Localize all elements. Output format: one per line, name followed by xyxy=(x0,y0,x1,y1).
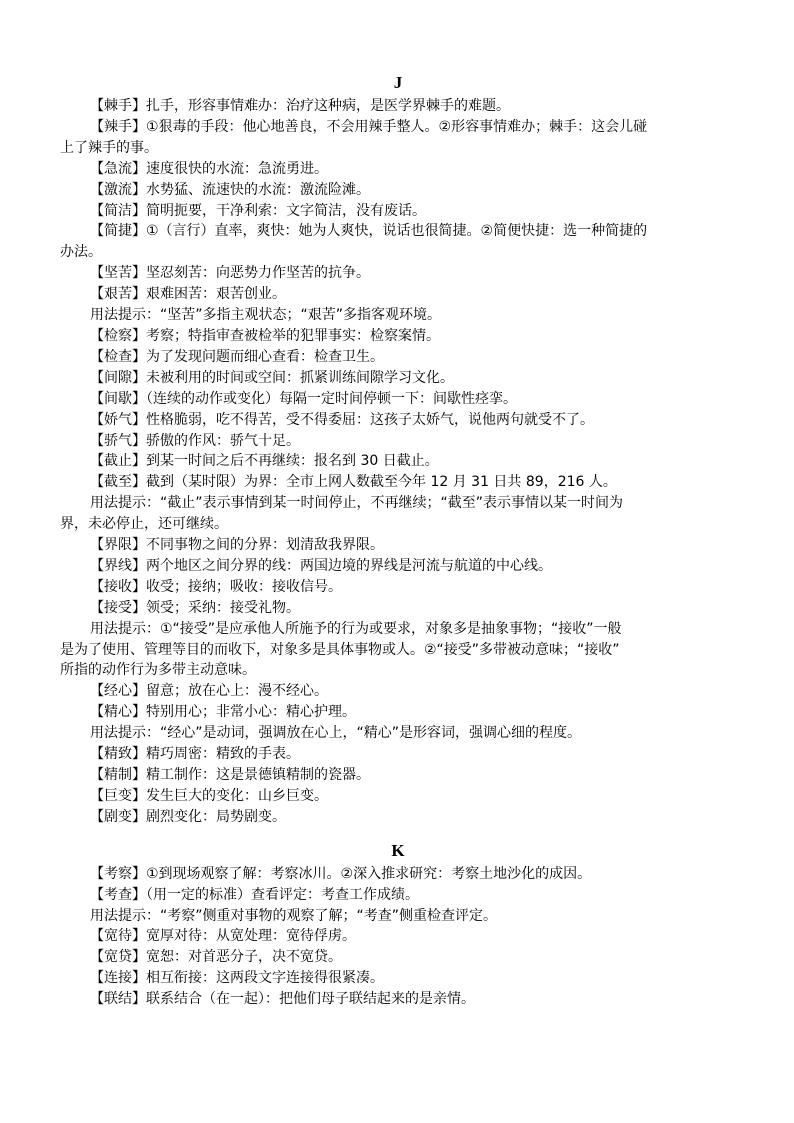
entry-line: 是为了使用、管理等目的而收下，对象多是具体事物或人。②“接受”多带被动意味；“接收” xyxy=(60,641,620,658)
entry-line: 【激流】水势猛、流速快的水流：激流险滩。 xyxy=(90,181,370,198)
entry-line: 【接受】领受；采纳：接受礼物。 xyxy=(90,599,300,616)
entry-line: 【接收】收受；接纳；吸收：接收信号。 xyxy=(90,578,342,595)
entry-line: 界，未必停止，还可继续。 xyxy=(60,516,228,533)
entry-line: 【精制】精工制作：这是景德镇精制的瓷器。 xyxy=(90,767,370,783)
entry-line: 【精致】精巧周密：精致的手表。 xyxy=(90,746,300,763)
entry-line: 【简洁】简明扼要，干净利索：文字简洁，没有废话。 xyxy=(90,202,426,219)
entry-line: 【巨变】发生巨大的变化：山乡巨变。 xyxy=(90,787,328,804)
entry-line: 【娇气】性格脆弱，吃不得苦，受不得委屈：这孩子太娇气，说他两句就受不了。 xyxy=(90,411,594,428)
entry-line: 【精心】特别用心；非常小心：精心护理。 xyxy=(90,704,356,721)
section-j-entries xyxy=(60,96,736,828)
entry-line: 【截止】到某一时间之后不再继续：报名到 30 日截止。 xyxy=(90,453,439,470)
entry-line: 【骄气】骄傲的作风：骄气十足。 xyxy=(90,432,300,449)
entry-line: 用法提示：“考察”侧重对事物的观察了解；“考查”侧重检查评定。 xyxy=(90,907,498,924)
entry-line: 【坚苦】坚忍刻苦：向恶势力作坚苦的抗争。 xyxy=(90,265,370,282)
entry-line: 用法提示：“经心”是动词，强调放在心上，“精心”是形容词，强调心细的程度。 xyxy=(90,725,582,742)
entry-line: 【简捷】①（言行）直率，爽快：她为人爽快，说话也很简捷。②简便快捷：选一种简捷的 xyxy=(90,223,648,240)
section-k-entries xyxy=(60,864,736,1010)
entry-line: 【截至】截到（某时限）为界：全市上网人数截至今年 12 月 31 日共 89，216 人。 xyxy=(90,474,617,491)
entry-line: 上了辣手的事。 xyxy=(60,139,158,156)
entry-line: 【考察】①到现场观察了解：考察冰川。②深入推求研究：考察土地沙化的成因。 xyxy=(90,865,592,882)
section-heading-k: K xyxy=(391,840,405,860)
section-heading-j: J xyxy=(393,73,403,92)
entry-line: 【宽待】宽厚对待：从宽处理：宽待俘虏。 xyxy=(90,928,356,945)
entry-line: 【联结】联系结合（在一起）：把他们母子联结起来的是亲情。 xyxy=(90,991,475,1008)
entry-line: 办法。 xyxy=(60,244,102,261)
entry-line: 【界线】两个地区之间分界的线：两国边境的界线是河流与航道的中心线。 xyxy=(90,557,552,574)
entry-line: 【宽贷】宽恕：对首恶分子，决不宽贷。 xyxy=(90,949,342,966)
entry-line: 【界限】不同事物之间的分界：划清敌我界限。 xyxy=(90,537,384,554)
entry-line: 用法提示：“坚苦”多指主观状态；“艰苦”多指客观环境。 xyxy=(90,307,442,324)
entry-line: 【考查】（用一定的标准）查看评定：考查工作成绩。 xyxy=(90,886,419,903)
entry-line: 【检察】考察；特指审查被检举的犯罪事实：检察案情。 xyxy=(90,327,440,344)
entry-line: 【间歇】（连续的动作或变化）每隔一定时间停顿一下：间歇性痉挛。 xyxy=(90,390,517,407)
entry-line: 用法提示：“截止”表示事情到某一时间停止，不再继续；“截至”表示事情以某一时间为 xyxy=(90,495,624,512)
entry-line: 用法提示：①“接受”是应承他人所施予的行为或要求，对象多是抽象事物；“接收”一般 xyxy=(90,620,622,637)
entry-line: 【急流】速度很快的水流：急流勇进。 xyxy=(90,160,328,177)
entry-line: 【间隙】未被利用的时间或空间：抓紧训练间隙学习文化。 xyxy=(90,369,454,386)
entry-line: 【经心】留意；放在心上：漫不经心。 xyxy=(90,683,328,700)
entry-line: 【棘手】扎手，形容事情难办：治疗这种病，是医学界棘手的难题。 xyxy=(90,98,510,114)
entry-line: 【连接】相互衔接：这两段文字连接得很紧凑。 xyxy=(90,970,384,987)
entry-line: 【检查】为了发现问题而细心查看：检查卫生。 xyxy=(90,348,384,365)
entry-line: 所指的动作行为多带主动意味。 xyxy=(60,662,256,679)
document-page xyxy=(60,70,736,1010)
entry-line: 【辣手】①狠毒的手段：他心地善良，不会用辣手整人。②形容事情难办；棘手：这会儿碰 xyxy=(90,118,648,135)
entry-line: 【剧变】剧烈变化：局势剧变。 xyxy=(90,808,286,825)
entry-line: 【艰苦】艰难困苦：艰苦创业。 xyxy=(90,286,286,303)
